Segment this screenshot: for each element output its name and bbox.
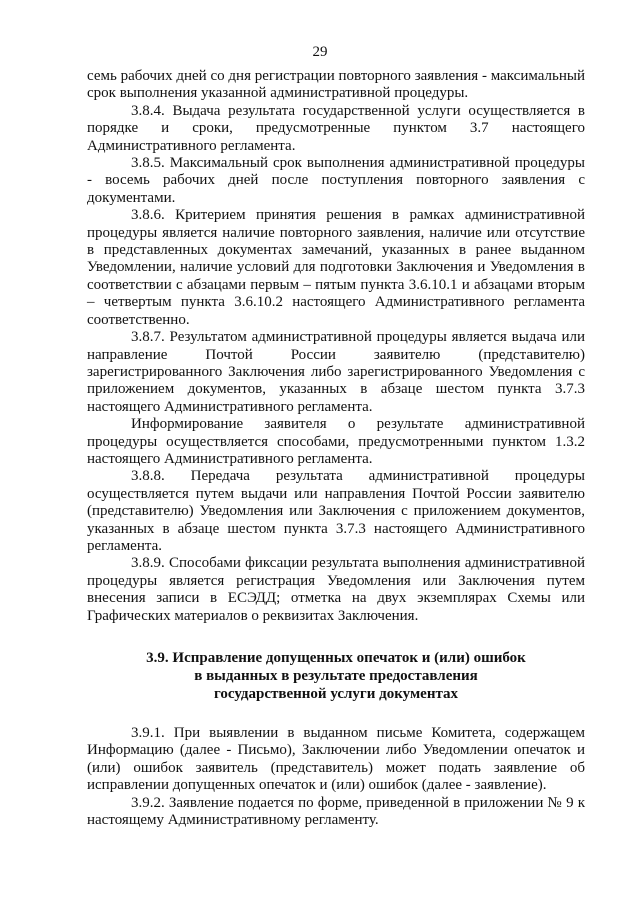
paragraph-continuation: семь рабочих дней со дня регистрации повторного заявления - максимальный срок выполнения указанной административной процедуры. <box>87 68 585 102</box>
paragraph-3-9-2: 3.9.2. Заявление подается по форме, приведенной в приложении № 9 к настоящему Административному регламенту. <box>87 794 585 829</box>
page-number: 29 <box>312 44 328 60</box>
section-heading <box>87 649 585 703</box>
paragraph-3-8-6: 3.8.6. Критерием принятия решения в рамках административной процедуры является наличие повторного заявления, наличие или отсутствие в представленных документах замечаний, указанных в ранее выданном Уведомлении, наличие условий для подготовки Заключения и Уведомления в соответствии с абзацами первым – пятым пункта 3.6.10.1 и абзацами вторым – четвертым пункта 3.6.10.2 настоящего Административного регламента соответственно. <box>87 207 585 328</box>
spacer <box>87 703 585 725</box>
page-body <box>87 68 585 829</box>
section-heading-line-3: государственной услуги документах <box>213 686 459 702</box>
paragraph-informing: Информирование заявителя о результате административной процедуры осуществляется способами, предусмотренными пунктом 1.3.2 настоящего Административного регламента. <box>87 416 585 467</box>
paragraph-3-8-7: 3.8.7. Результатом административной процедуры является выдача или направление Почтой России заявителю (представителю) зарегистрированного Заключения либо зарегистрированного Уведомления с приложением документов, указанных в абзаце шестом пункта 3.7.3 настоящего Административного регламента. <box>87 329 585 415</box>
paragraph-3-8-4: 3.8.4. Выдача результата государственной услуги осуществляется в порядке и сроки, предусмотренные пунктом 3.7 настоящего Административного регламента. <box>87 102 585 154</box>
paragraph-3-9-1: 3.9.1. При выявлении в выданном письме Комитета, содержащем Информацию (далее - Письмо), Заключении либо Уведомлении опечаток и (или) ошибок заявитель (представитель) может подать заявление об исправлении допущенных опечаток и (или) ошибок (далее - заявление). <box>87 725 585 794</box>
section-heading-line-2: в выданных в результате предоставления <box>194 668 478 684</box>
section-heading-line-1: 3.9. Исправление допущенных опечаток и (или) ошибок <box>146 650 526 666</box>
spacer <box>87 625 585 649</box>
paragraph-3-8-9: 3.8.9. Способами фиксации результата выполнения административной процедуры является регистрация Уведомления или Заключения путем внесения записи в ЕСЭДД; отметка на двух экземплярах Схемы или Графических материалов о реквизитах Заключения. <box>87 555 585 624</box>
paragraph-3-8-5: 3.8.5. Максимальный срок выполнения административной процедуры - восемь рабочих дней после поступления повторного заявления с документами. <box>87 155 585 206</box>
paragraph-3-8-8: 3.8.8. Передача результата административной процедуры осуществляется путем выдачи или направления Почтой России заявителю (представителю) Уведомления или Заключения с приложением документов, указанных в абзаце шестом пункта 3.7.3 настоящего Административного регламента. <box>87 468 585 554</box>
